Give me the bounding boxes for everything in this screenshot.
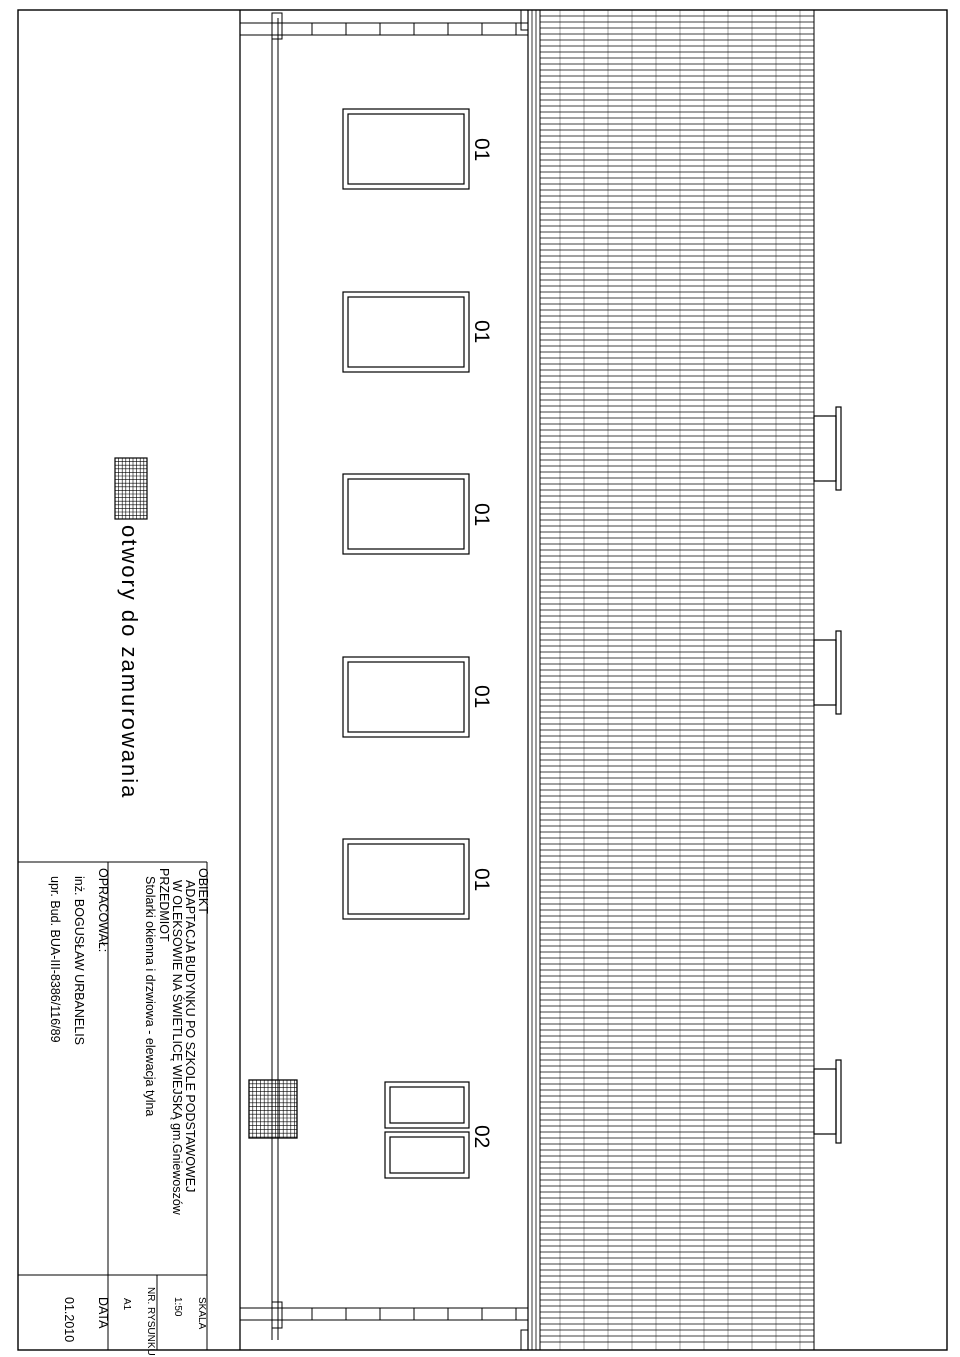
- chimney: [814, 631, 841, 714]
- title-block-opracowal: [48, 868, 110, 1045]
- title-block-skala: [172, 1297, 207, 1330]
- elevation: [240, 10, 841, 1350]
- legend-hatch-lines: [115, 458, 147, 519]
- data-value: 01.2010: [62, 1297, 76, 1343]
- title-block-nr: [121, 1287, 156, 1356]
- obiekt-line-1: ADAPTACJA BUDYNKU PO SZKOLE PODSTAWOWEJ: [183, 880, 197, 1193]
- obiekt-line-2: W OLEKSOWIE NA ŚWIETLICĘ WIEJSKĄ gm.Gniewoszów: [170, 880, 184, 1215]
- window-mark: 01: [470, 868, 493, 892]
- window-01: [343, 839, 469, 919]
- data-label: DATA: [96, 1297, 110, 1329]
- nr-rysunku-label: NR. RYSUNKU: [145, 1287, 156, 1356]
- window-01: [343, 657, 469, 737]
- skala-label: SKALA: [196, 1297, 207, 1330]
- chimney: [814, 1060, 841, 1143]
- skala-value: 1:50: [172, 1297, 183, 1317]
- window-mark: 01: [470, 685, 493, 709]
- legend: [115, 458, 147, 799]
- door-mark: 02: [470, 1125, 493, 1149]
- opracowal-label: OPRACOWAŁ:: [96, 868, 110, 953]
- legend-hatch-swatch: [115, 458, 147, 519]
- window-01: [343, 292, 469, 372]
- title-block-obiekt: [143, 868, 210, 1216]
- window-mark: 01: [470, 138, 493, 162]
- window-mark: 01: [470, 320, 493, 344]
- przedmiot-value: Stolarki okienna i drzwiowa - elewacja tylna: [143, 876, 157, 1117]
- obiekt-label: OBIEKT: [196, 868, 210, 914]
- window-01: [343, 109, 469, 189]
- chimney: [814, 407, 841, 490]
- door-02: [385, 1082, 469, 1178]
- legend-text: otwory do zamurowania: [117, 525, 142, 800]
- author-name: inż. BOGUSŁAW URBANELIS: [72, 876, 86, 1046]
- author-license: upr. Bud. BUA-III-8386/116/89: [48, 876, 62, 1043]
- title-block-data: [62, 1297, 110, 1342]
- window-01: [343, 474, 469, 554]
- przedmiot-label: PRZEDMIOT: [157, 868, 171, 942]
- window-mark: 01: [470, 503, 493, 527]
- bricked-up-opening-hatch: [249, 1080, 297, 1138]
- nr-rysunku-value: A1: [121, 1298, 132, 1311]
- sheet-border: [18, 10, 947, 1350]
- roof-sheeting-lines: [540, 10, 814, 1350]
